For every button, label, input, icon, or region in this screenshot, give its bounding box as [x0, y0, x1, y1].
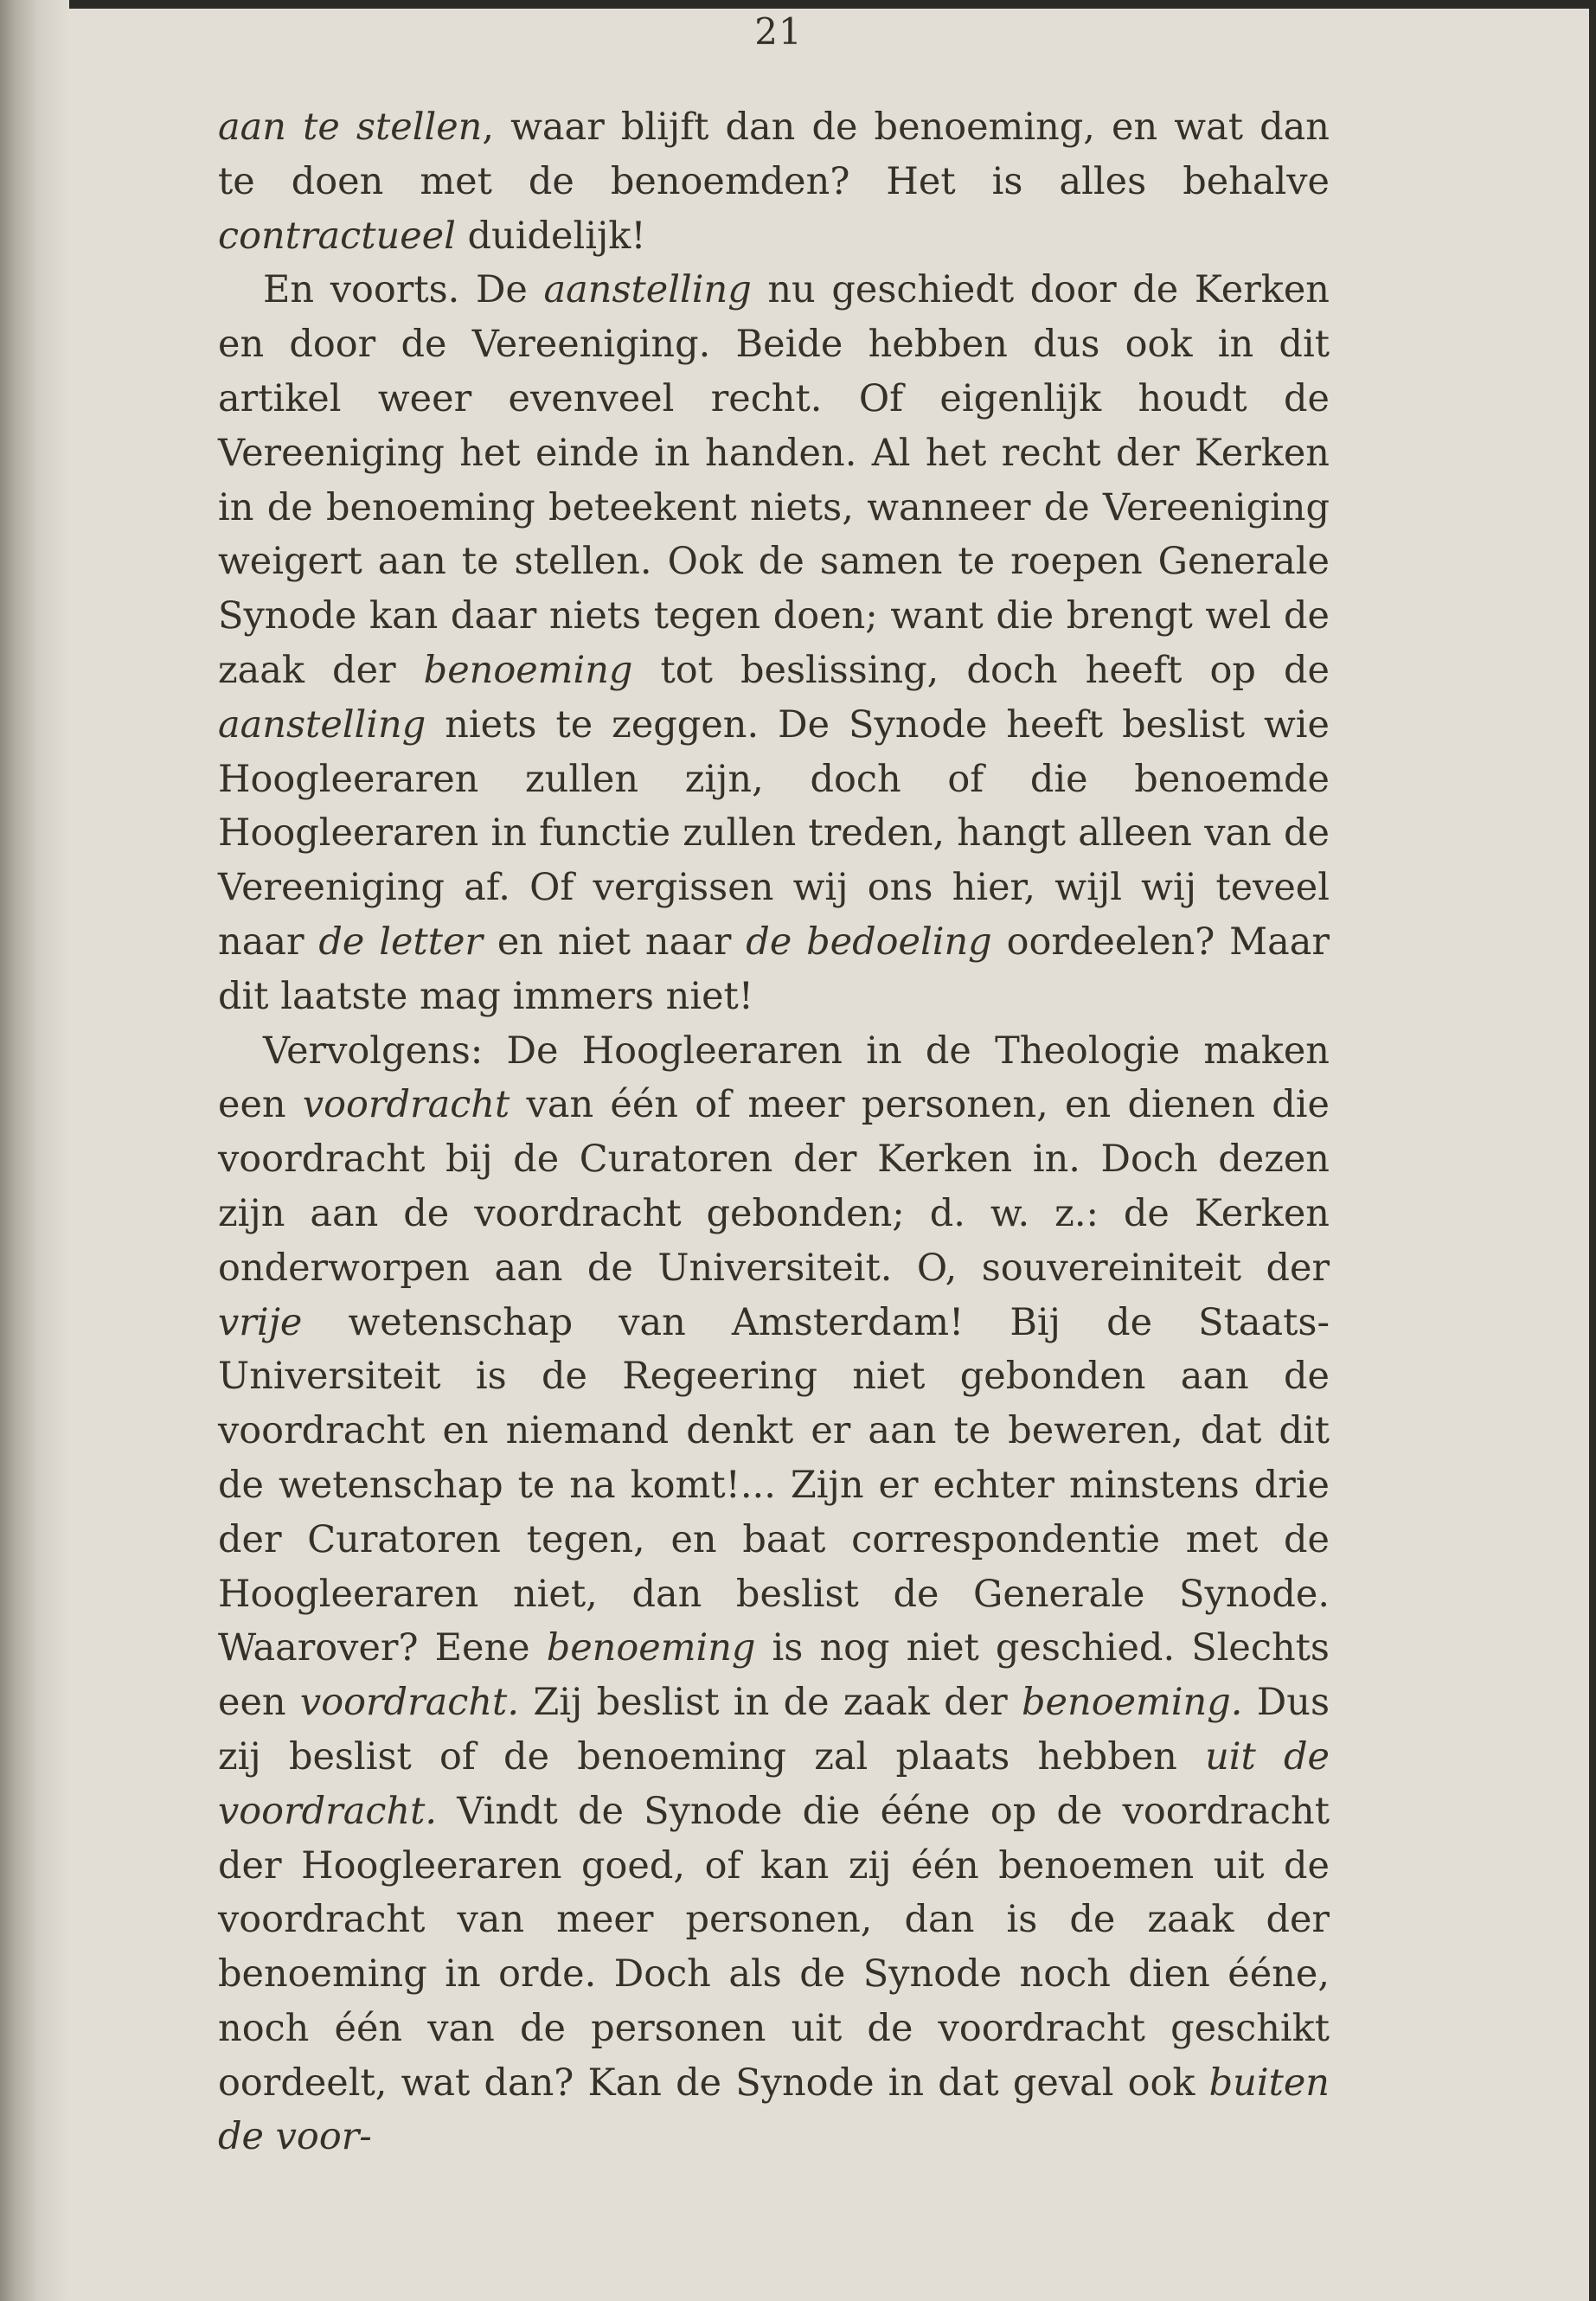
text-run: , waar blijft dan de benoeming, en wat dan te doen met de benoemden? Het is alles behalve: [218, 106, 1330, 203]
text-run: Zij beslist in de zaak der: [519, 1681, 1022, 1725]
text-run: oordeelen? Maar dit laatste mag immers niet!: [218, 920, 1330, 1018]
text-run: Dus zij beslist of de benoeming zal plaats hebben: [218, 1681, 1330, 1779]
scan-top-edge: [0, 0, 1596, 9]
text-run: duidelijk!: [455, 214, 646, 258]
body-text: [218, 100, 1330, 2164]
text-run: Vervolgens: De Hoogleeraren in de Theologie maken een: [218, 1029, 1330, 1127]
italic-phrase: voordracht: [302, 1083, 510, 1127]
italic-phrase: buiten de voor-: [218, 2061, 1330, 2159]
book-gutter-shadow: [0, 0, 69, 2301]
italic-phrase: benoeming: [423, 648, 633, 692]
text-run: niets te zeggen. De Synode heeft beslist wie Hoogleeraren zullen zijn, doch of die benoemde Hoogleeraren in functie zullen treden, hangt alleen van de Vereeniging af. Of vergissen wij ons hier, wijl wij teveel naar: [218, 702, 1330, 964]
italic-phrase: aan te stellen: [218, 106, 483, 149]
italic-phrase: vrije: [218, 1300, 303, 1344]
italic-phrase: voordracht.: [299, 1681, 519, 1725]
paragraph: [218, 100, 1330, 263]
italic-phrase: uit de voordracht.: [218, 1734, 1330, 1833]
italic-phrase: de letter: [318, 920, 483, 964]
paragraph: [218, 263, 1330, 1023]
page-number: 21: [754, 10, 803, 53]
text-run: nu geschiedt door de Kerken en door de Vereeniging. Beide hebben dus ook in dit artikel weer evenveel recht. Of eigenlijk houdt de Vereeniging het einde in handen. Al het recht der Kerken in de benoeming beteekent niets, wanneer de Vereeniging weigert aan te stellen. Ook de samen te roepen Generale Synode kan daar niets tegen doen; want die brengt wel de zaak der: [218, 268, 1330, 692]
scan-right-edge: [1589, 0, 1596, 2301]
text-run: wetenschap van Amsterdam! Bij de Staats-Universiteit is de Regeering niet gebonden aan de voordracht en niemand denkt er aan te beweren, dat dit de wetenschap te na komt!... Zijn er echter minstens drie der Curatoren tegen, en baat correspondentie met de Hoogleeraren niet, dan beslist de Generale Synode. Waarover? Eene: [218, 1300, 1330, 1670]
paragraph: [218, 1024, 1330, 2165]
italic-phrase: aanstelling: [218, 702, 426, 747]
text-run: van één of meer personen, en dienen die voordracht bij de Curatoren der Kerken in. Doch dezen zijn aan de voordracht gebonden; d. w. z.: de Kerken onderworpen aan de Universiteit. O, souvereiniteit der: [218, 1083, 1330, 1290]
text-run: is nog niet geschied. Slechts een: [218, 1626, 1330, 1725]
text-run: en niet naar: [483, 920, 747, 964]
italic-phrase: benoeming: [546, 1626, 756, 1670]
italic-phrase: contractueel: [218, 214, 456, 258]
text-run: En voorts. De: [263, 268, 544, 312]
text-run: tot beslissing, doch heeft op de: [632, 648, 1330, 692]
text-run: Vindt de Synode die ééne op de voordracht der Hoogleeraren goed, of kan zij één benoemen uit de voordracht van meer personen, dan is de zaak der benoeming in orde. Doch als de Synode noch dien ééne, noch één van de personen uit de voordracht geschikt oordeelt, wat dan? Kan de Synode in dat geval ook: [218, 1789, 1330, 2105]
italic-phrase: benoeming.: [1022, 1681, 1243, 1725]
italic-phrase: aanstelling: [543, 268, 752, 312]
italic-phrase: de bedoeling: [746, 920, 992, 964]
